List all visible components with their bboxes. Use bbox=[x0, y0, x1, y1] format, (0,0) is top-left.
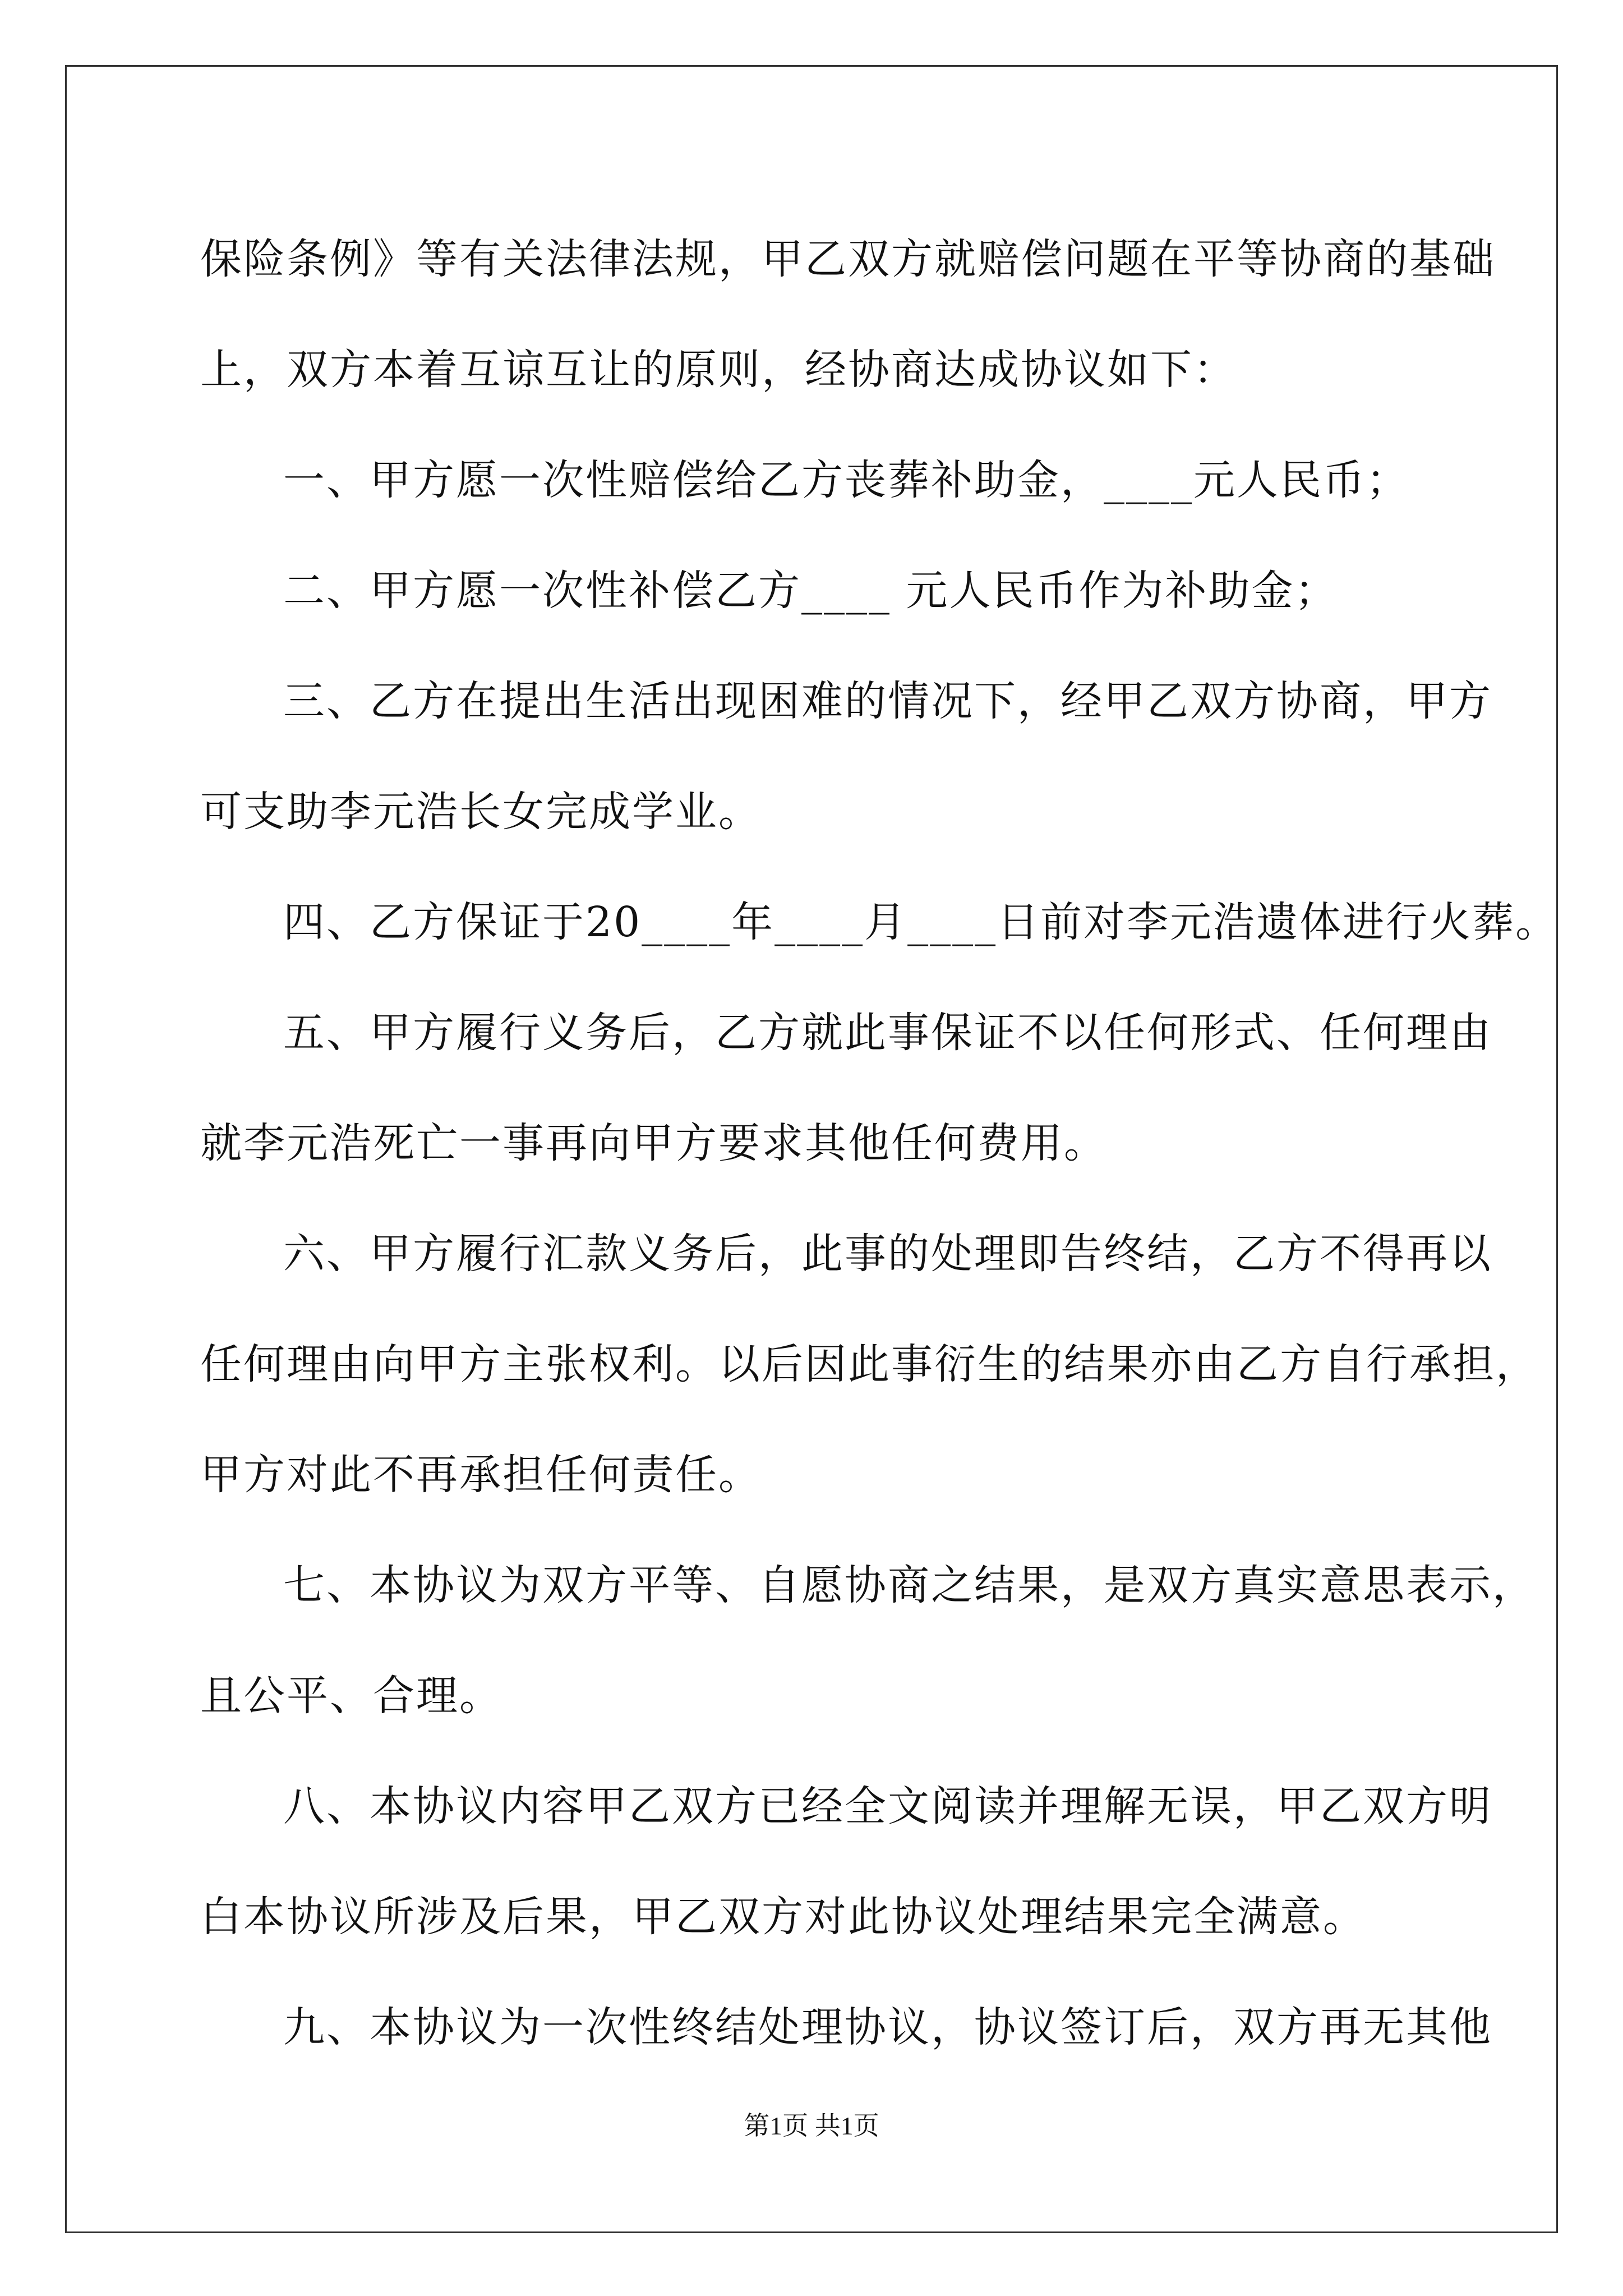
text-line: 任何理由向甲方主张权利。以后因此事衍生的结果亦由乙方自行承担， bbox=[200, 1340, 1539, 1388]
page-footer: 第1页 共1页 bbox=[744, 2111, 879, 2140]
text-line: 白本协议所涉及后果，甲乙双方对此协议处理结果完全满意。 bbox=[200, 1893, 1366, 1941]
text-line: 四、乙方保证于20____年____月____日前对李元浩遗体进行火葬。 bbox=[283, 898, 1559, 946]
text-line: 七、本协议为双方平等、自愿协商之结果，是双方真实意思表示， bbox=[283, 1561, 1536, 1609]
text-line: 三、乙方在提出生活出现困难的情况下，经甲乙双方协商，甲方 bbox=[283, 677, 1492, 725]
text-line: 且公平、合理。 bbox=[200, 1672, 502, 1720]
text-line: 可支助李元浩长女完成学业。 bbox=[200, 788, 762, 836]
text-line: 就李元浩死亡一事再向甲方要求其他任何费用。 bbox=[200, 1119, 1107, 1167]
text-line: 二、甲方愿一次性补偿乙方____ 元人民币作为补助金； bbox=[283, 567, 1338, 615]
text-line: 一、甲方愿一次性赔偿给乙方丧葬补助金，____元人民币； bbox=[283, 456, 1409, 504]
text-line: 甲方对此不再承担任何责任。 bbox=[200, 1451, 762, 1499]
text-line: 八、本协议内容甲乙双方已经全文阅读并理解无误，甲乙双方明 bbox=[283, 1782, 1492, 1830]
text-line: 五、甲方履行义务后，乙方就此事保证不以任何形式、任何理由 bbox=[283, 1009, 1492, 1057]
text-line: 六、甲方履行汇款义务后，此事的处理即告终结，乙方不得再以 bbox=[283, 1230, 1492, 1278]
text-line: 保险条例》等有关法律法规，甲乙双方就赔偿问题在平等协商的基础 bbox=[200, 235, 1496, 283]
text-line: 上，双方本着互谅互让的原则，经协商达成协议如下： bbox=[200, 346, 1237, 394]
text-line: 九、本协议为一次性终结处理协议，协议签订后，双方再无其他 bbox=[283, 2003, 1492, 2051]
